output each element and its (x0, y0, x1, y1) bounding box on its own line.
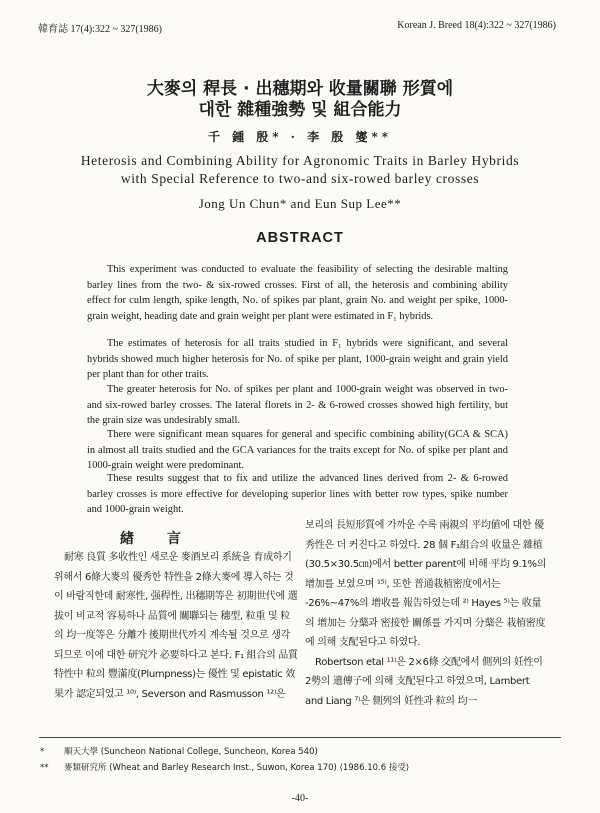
english-title-line-2: with Special Reference to two-and six-rowed barley crosses (120, 171, 480, 186)
journal-citation-english: Korean J. Breed 18(4):322 ~ 327(1986) (397, 20, 556, 31)
abstract-paragraph-5: These results suggest that to fix and utilize the advanced lines derived from 2- & 6-rowed barley crosses is more effective for developing superior lines with better row types, spike number and 1000-grain weight. (87, 473, 508, 515)
footnote-1-mark: * (40, 747, 45, 757)
body-column-left (54, 548, 299, 704)
footnote-divider (39, 737, 561, 738)
body-right-paragraph-1: 보리의 長短形質에 가까운 수록 兩親의 平均値에 대한 優秀性은 더 커진다고 하였다. 28 個 F₁組合의 收量은 雜植(30.5×30.5㎝)에서 better parent에 비해 平均 9.1%의 增加를 보였으며 ¹⁵⁾, 또한 普通栽植密度에서는 -26%~47%의 增收를 報告하였는데 ²⁾ Hayes ⁵⁾는 收量의 增加는 分蘖과 密接한 關係를 가지며 分蘖은 栽植密度에 의해 支配된다고 하였다. (305, 520, 547, 648)
page-number: -40- (291, 793, 309, 804)
body-right-paragraph-2: Robertson etal ¹¹⁾은 2×6條 交配에서 側列의 妊性이 2勢의 遺傳子에 의해 支配된다고 하였으며, Lambert and Liang ⁷⁾은 側列의 妊性과 粒의 均一 (305, 656, 543, 707)
abstract-paragraph-3: The greater heterosis for No. of spikes per plant and 1000-grain weight was observed in two-and six-rowed barley crosses. The lateral florets in 2- & 6-rowed crosses showed high fertility, but the grain size was undesirably small. (87, 384, 508, 426)
korean-authors: 千 鍾 殷* · 李 殷 燮** (207, 130, 393, 144)
footnote-2-mark: ** (40, 763, 49, 773)
korean-title-line-1: 大麥의 稈長 · 出穗期와 收量關聯 形質에 (146, 79, 454, 99)
english-authors: Jong Un Chun* and Eun Sup Lee** (198, 196, 402, 211)
korean-title-line-2: 대한 雜種強勢 및 組合能力 (198, 100, 402, 120)
abstract-paragraph-1: This experiment was conducted to evaluate the feasibility of selecting the desirable malting barley lines from the two- & six-rowed crosses. First of all, the heterosis and combining ability effect for culm length, spike length, No. of spikes par plant, grain No. and weight per spike, 1000-grain weight, heading date and grain weight per plant were estimated in F₁ hybrids. (87, 264, 508, 322)
abstract-paragraph-4: There were significant mean squares for general and specific combining ability(GCA & SCA) in almost all traits studied and the GCA variances for the traits except for No. of spike per plant and 1000-grain weight were predominant. (87, 429, 508, 471)
body-column-right (305, 516, 550, 711)
footnote-2-text: 麥類研究所 (Wheat and Barley Research Inst., Suwon, Korea 170) ⟨1986.10.6 接受⟩ (64, 763, 410, 773)
journal-citation-korean: 韓育誌 17(4):322 ~ 327(1986) (38, 24, 163, 35)
introduction-heading: 緖 言 (120, 531, 195, 547)
footnote-2 (40, 761, 409, 773)
footnote-1 (40, 745, 318, 757)
body-left-paragraph-1: 耐寒 良質 多收性인 새로운 麥酒보리 系統을 育成하기 위해서 6條大麥의 優秀한 特性을 2條大麥에 導入하는 것이 바람직한데 耐寒性, 强稈性, 出穗期等은 初期世代에 選拔이 비교적 容易하나 品質에 關聯되는 穗型, 粒重 및 粒의 均一度等은 分離가 後期世代까지 계속될 것으로 생각되므로 이에 대한 研究가 必要하다고 본다. F₁ 組合의 品質特性中 粒의 豐滿度(Plumpness)는 優性 및 epistatic 效果가 認定되었고 ¹⁰⁾, Severson and Rasmusson ¹²⁾은 (54, 552, 298, 700)
english-title-line-1: Heterosis and Combining Ability for Agronomic Traits in Barley Hybrids (80, 153, 520, 168)
abstract-paragraph-2: The estimates of heterosis for all traits studied in F₁ hybrids were significant, and several hybrids showed much higher heterosis for No. of spike per plant, 1000-grain weight and grain yield per plant than for other traits. (87, 338, 508, 380)
abstract-heading: ABSTRACT (256, 230, 344, 246)
footnote-1-text: 順天大學 (Suncheon National College, Suncheon, Korea 540) (64, 747, 318, 757)
